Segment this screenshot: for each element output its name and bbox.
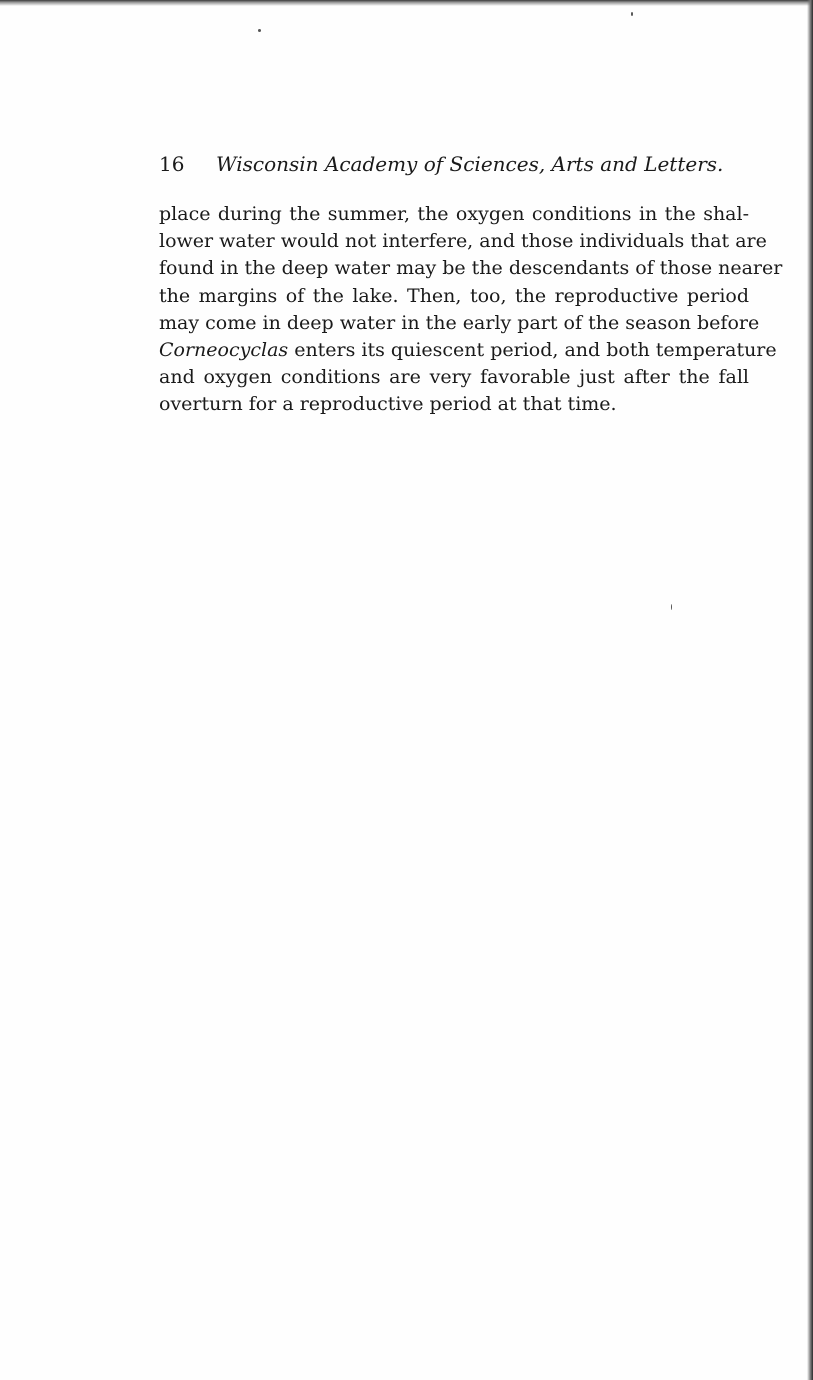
page-number: 16 bbox=[159, 152, 185, 176]
text-line bbox=[159, 337, 777, 364]
text-line: place during the summer, the oxygen conditions in the shal- bbox=[159, 203, 749, 225]
body-paragraph bbox=[159, 201, 783, 419]
scan-speck bbox=[671, 604, 672, 610]
text-line: may come in deep water in the early part of the season before bbox=[159, 311, 760, 334]
scan-speck bbox=[631, 12, 633, 16]
text-line: lower water would not interfere, and those individuals that are bbox=[159, 230, 767, 253]
taxon-name: Corneocyclas bbox=[159, 338, 289, 361]
scan-speck bbox=[258, 29, 261, 32]
text-line: overturn for a reproductive period at that time. bbox=[159, 393, 617, 416]
journal-title: Wisconsin Academy of Sciences, Arts and Letters. bbox=[216, 152, 724, 176]
text-line: found in the deep water may be the descendants of those nearer bbox=[159, 257, 783, 280]
page-top-edge bbox=[0, 0, 813, 6]
text-line-rest: enters its quiescent period, and both temperature bbox=[288, 338, 777, 361]
running-head bbox=[159, 148, 749, 180]
text-line: and oxygen conditions are very favorable just after the fall bbox=[159, 366, 749, 389]
text-line: the margins of the lake. Then, too, the reproductive period bbox=[159, 284, 749, 307]
page-right-edge bbox=[807, 0, 813, 1380]
